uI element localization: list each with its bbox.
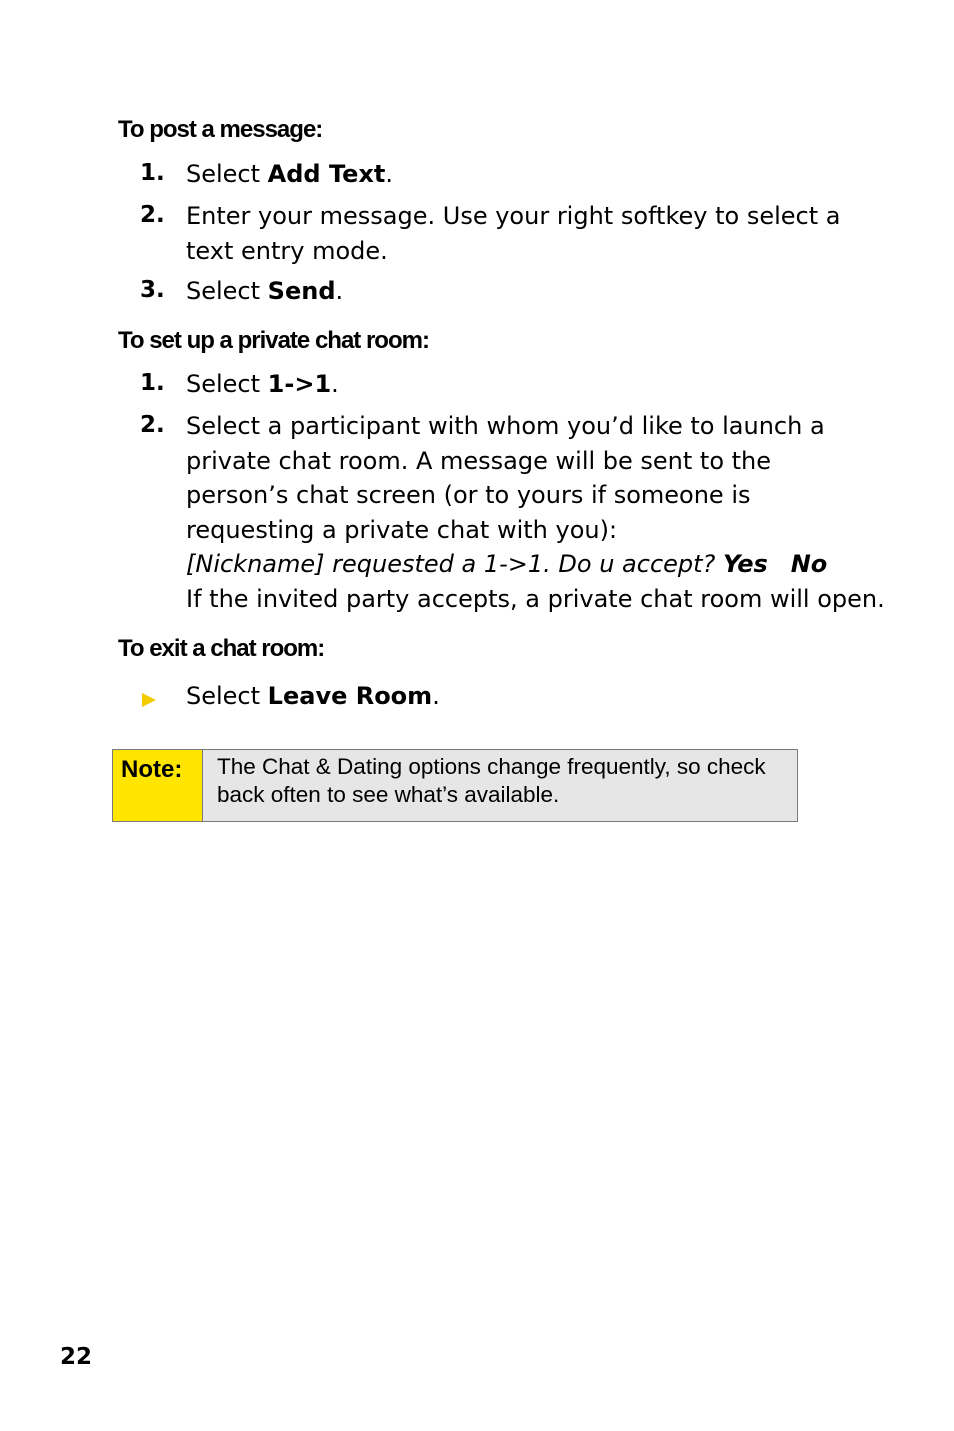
- prompt-yes: Yes: [722, 550, 768, 578]
- step-number: 2.: [140, 202, 165, 228]
- note-box: [112, 749, 798, 822]
- step-text-bold: 1->1: [267, 370, 332, 398]
- step-text-bold: Leave Room: [267, 682, 433, 710]
- step-text-bold: Send: [267, 277, 336, 305]
- note-body: [203, 750, 797, 821]
- step-line: private chat room. A message will be sent to the: [186, 446, 772, 475]
- page-number: 22: [60, 1344, 93, 1370]
- step-text-pre: Select: [186, 160, 268, 188]
- step-number: 2.: [140, 412, 165, 438]
- step-line: Select a participant with whom you’d like to launch a: [186, 412, 825, 440]
- step-text: [186, 274, 343, 309]
- step-line: Enter your message. Use your right softkey to select a: [186, 202, 841, 230]
- step-text-pre: Select: [186, 682, 268, 710]
- step-text-bold: Add Text: [267, 160, 386, 188]
- prompt-text: [Nickname] requested a 1->1. Do u accept?: [186, 550, 716, 578]
- step-text-post: .: [432, 682, 440, 710]
- step-line: text entry mode.: [186, 236, 388, 265]
- step-text-post: .: [335, 277, 344, 305]
- chat-request-prompt: [186, 547, 885, 582]
- heading-post-message: To post a message:: [118, 116, 323, 143]
- step-number: 3.: [140, 277, 165, 303]
- step-text: [186, 409, 885, 616]
- heading-exit-chat: To exit a chat room:: [118, 635, 325, 662]
- step-text-pre: Select: [186, 370, 268, 398]
- step-line: requesting a private chat with you):: [186, 515, 618, 544]
- step-number: 1.: [140, 370, 165, 396]
- step-text: [186, 679, 440, 714]
- step-text-pre: Select: [186, 277, 268, 305]
- step-number: 1.: [140, 160, 165, 186]
- note-line: back often to see what’s available.: [217, 782, 560, 807]
- step-text-post: .: [385, 160, 394, 188]
- step-line: person’s chat screen (or to yours if someone is: [186, 481, 751, 509]
- note-label: Note:: [113, 750, 203, 821]
- step-text: [186, 199, 840, 268]
- step-line: If the invited party accepts, a private chat room will open.: [186, 584, 885, 613]
- step-text: [186, 157, 393, 192]
- note-line: The Chat & Dating options change frequently, so check: [217, 754, 766, 779]
- yellow-triangle-arrow-icon: [142, 693, 156, 707]
- step-text-post: .: [331, 370, 339, 398]
- step-text: [186, 367, 339, 402]
- heading-private-chat: To set up a private chat room:: [118, 327, 429, 354]
- prompt-no: No: [790, 550, 828, 578]
